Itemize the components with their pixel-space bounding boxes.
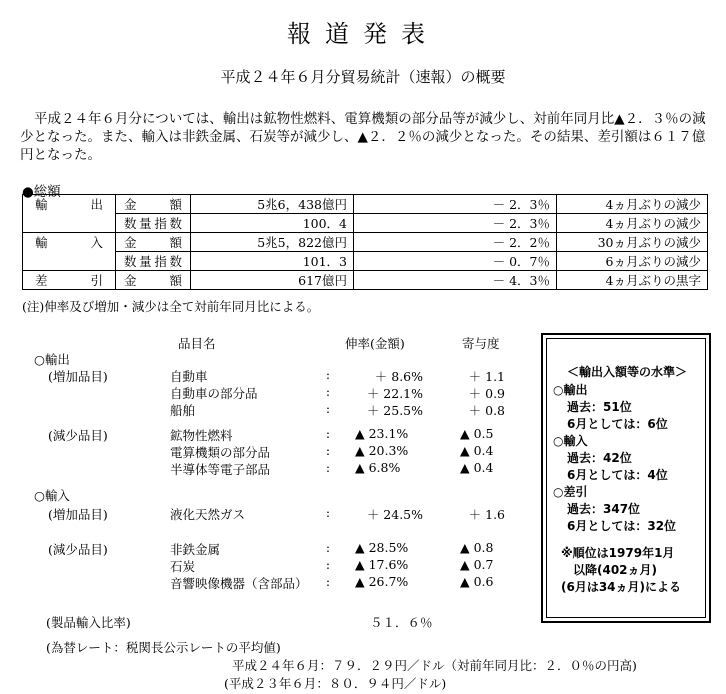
item-cell: 数量指数 [116, 252, 191, 271]
list-item-contrib: ▲ 0.6 [460, 574, 494, 589]
list-item-colon: : [325, 384, 331, 399]
list-item-name: 非鉄金属 [170, 542, 221, 557]
header-item-name: 品目名 [178, 336, 216, 351]
list-item-name: 液化天然ガス [170, 507, 246, 522]
list-item-colon: : [325, 540, 331, 555]
fx-rate-label: (為替レート：税関長公示レートの平均値) [46, 640, 281, 655]
header-rate: 伸率(金額) [345, 336, 405, 351]
list-item-rate: ＋ 25.5% [366, 403, 423, 418]
level-box-note-line1: ※順位は1979年1月 [561, 546, 675, 560]
list-item-colon: : [325, 443, 331, 458]
rate-cell: － 0．7％ [354, 252, 557, 271]
product-import-ratio-value: ５１．６％ [370, 615, 433, 630]
list-item-contrib: ＋ 1.1 [468, 369, 505, 384]
export-section-label: ○輸出 [34, 352, 70, 367]
level-box-balance-label: ○差引 [553, 485, 588, 499]
list-item-rate: ＋ 24.5% [366, 507, 423, 522]
list-item-contrib: ＋ 1.6 [468, 507, 505, 522]
list-item-rate: ▲ 20.3% [355, 443, 409, 458]
export-increase-label: (増加品目) [48, 369, 108, 384]
table-row [23, 271, 708, 290]
list-item-name: 半導体等電子部品 [170, 462, 271, 477]
note-cell: 4ヵ月ぶりの黒字 [557, 271, 708, 290]
level-box-note-line2: 以降(402ヵ月) [573, 563, 658, 577]
level-box-import-june: 6月としては：4位 [567, 468, 668, 482]
level-box-export-past: 過去：51位 [567, 400, 632, 414]
product-import-ratio-label: (製品輸入比率) [46, 615, 131, 630]
import-increase-label: (増加品目) [48, 507, 108, 522]
level-box-import-label: ○輸入 [553, 434, 588, 448]
value-cell: 5兆6，438億円 [191, 195, 354, 214]
level-ranking-box [541, 333, 711, 623]
category-cell: 輸出 [23, 195, 116, 214]
list-item-rate: ▲ 28.5% [355, 540, 409, 555]
list-item-contrib: ▲ 0.7 [460, 557, 494, 572]
rate-cell: － 4．3％ [354, 271, 557, 290]
header-contribution: 寄与度 [462, 336, 500, 351]
list-item-colon: : [325, 505, 331, 520]
item-cell: 金額 [116, 233, 191, 252]
item-cell: 金額 [116, 271, 191, 290]
list-item-name: 船舶 [170, 403, 196, 418]
list-item-colon: : [325, 426, 331, 441]
list-item-rate: ▲ 26.7% [355, 574, 409, 589]
list-item-name: 自動車の部分品 [170, 386, 258, 401]
level-ranking-box-inner [546, 338, 706, 618]
export-decrease-label: (減少品目) [48, 428, 108, 443]
level-box-note-line3: (6月は34ヵ月)による [561, 580, 682, 594]
list-item-colon: : [325, 401, 331, 416]
note-cell: 30ヵ月ぶりの減少 [557, 233, 708, 252]
level-box-balance-june: 6月としては：32位 [567, 519, 677, 533]
list-item-rate: ＋ 22.1% [366, 386, 423, 401]
list-item-name: 鉱物性燃料 [170, 428, 233, 443]
level-box-export-june: 6月としては：6位 [567, 417, 668, 431]
category-cell: 差引 [23, 271, 116, 290]
note-cell: 4ヵ月ぶりの減少 [557, 195, 708, 214]
value-cell: 100．4 [191, 214, 354, 233]
list-item-contrib: ▲ 0.5 [460, 426, 494, 441]
fx-rate-previous: (平成２３年６月：８０．９４円／ドル) [224, 676, 447, 691]
list-item-colon: : [325, 460, 331, 475]
list-item-colon: : [325, 557, 331, 572]
item-cell: 数量指数 [116, 214, 191, 233]
table-row [23, 214, 708, 233]
summary-footnote: (注)伸率及び増加・減少は全て対前年同月比による。 [22, 299, 320, 314]
note-cell: 4ヵ月ぶりの減少 [557, 214, 708, 233]
rate-cell: － 2．3％ [354, 214, 557, 233]
list-item-name: 音響映像機器（含部品） [170, 576, 308, 591]
value-cell: 101．3 [191, 252, 354, 271]
value-cell: 5兆5，822億円 [191, 233, 354, 252]
list-item-name: 石炭 [170, 559, 196, 574]
page-title: 報道発表 [287, 20, 439, 48]
note-cell: 6ヵ月ぶりの減少 [557, 252, 708, 271]
rate-cell: － 2．3％ [354, 195, 557, 214]
level-box-title: ＜輸出入額等の水準＞ [566, 365, 687, 379]
category-cell [23, 252, 116, 271]
item-cell: 金額 [116, 195, 191, 214]
table-row [23, 195, 708, 214]
import-decrease-label: (減少品目) [48, 542, 108, 557]
list-item-contrib: ▲ 0.4 [460, 460, 494, 475]
summary-heading: ●総額 [22, 184, 61, 200]
list-item-contrib: ＋ 0.8 [468, 403, 505, 418]
list-item-colon: : [325, 367, 331, 382]
level-box-export-label: ○輸出 [553, 383, 588, 397]
list-item-name: 自動車 [170, 369, 208, 384]
fx-rate-current: 平成２４年６月：７９．２９円／ドル（対前年同月比：２．０％の円高) [232, 658, 637, 673]
level-box-balance-past: 過去：347位 [567, 502, 641, 516]
list-item-rate: ▲ 17.6% [355, 557, 409, 572]
list-item-contrib: ▲ 0.8 [460, 540, 494, 555]
list-item-contrib: ▲ 0.4 [460, 443, 494, 458]
category-cell: 輸入 [23, 233, 116, 252]
import-section-label: ○輸入 [34, 488, 70, 503]
level-box-import-past: 過去：42位 [567, 451, 632, 465]
list-item-rate: ▲ 6.8% [355, 460, 401, 475]
value-cell: 617億円 [191, 271, 354, 290]
list-item-colon: : [325, 574, 331, 589]
list-item-name: 電算機類の部分品 [170, 445, 271, 460]
list-item-contrib: ＋ 0.9 [468, 386, 505, 401]
list-item-rate: ▲ 23.1% [355, 426, 409, 441]
list-item-rate: ＋ 8.6% [374, 369, 423, 384]
summary-table [22, 194, 708, 290]
intro-paragraph: 平成２４年６月分については、輸出は鉱物性燃料、電算機類の部分品等が減少し、対前年同月比▲２．３％の減少となった。また、輸入は非鉄金属、石炭等が減少し、▲２．２％の減少となった。その結果、差引額は６１７億円となった。 [20, 111, 706, 163]
category-cell [23, 214, 116, 233]
table-row [23, 252, 708, 271]
rate-cell: － 2．2％ [354, 233, 557, 252]
page-subtitle: 平成２４年６月分貿易統計（速報）の概要 [220, 68, 506, 86]
table-row [23, 233, 708, 252]
